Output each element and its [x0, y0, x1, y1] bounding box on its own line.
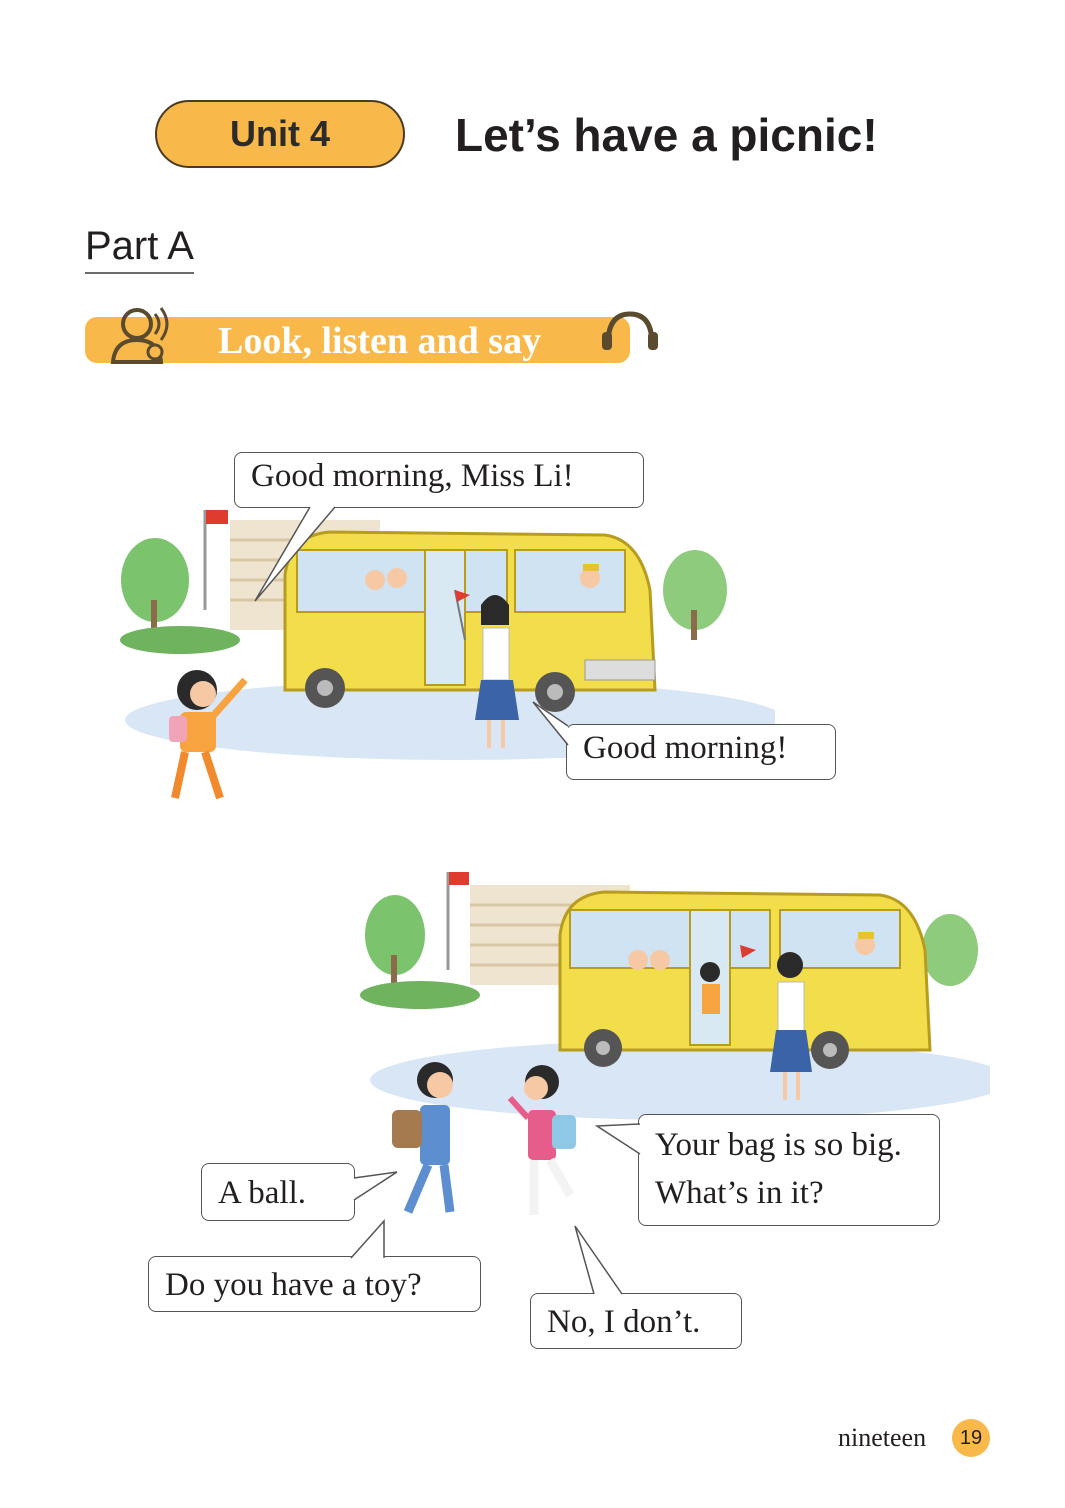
speech-bubble-girl-greeting: Good morning, Miss Li!	[234, 452, 644, 508]
speech-bubble-teacher-reply: Good morning!	[566, 724, 836, 780]
bubble-tail	[595, 1122, 645, 1166]
page-title: Let’s have a picnic!	[455, 109, 878, 161]
bubble-tail	[572, 1224, 632, 1296]
speech-bubble-girl-answer: No, I don’t.	[530, 1293, 742, 1349]
unit-label: Unit 4	[229, 113, 330, 154]
section-banner-label: Look, listen and say	[218, 320, 542, 362]
bubble-line: Your bag is so big.	[655, 1127, 902, 1163]
bubble-tail	[528, 700, 588, 750]
speech-bubble-boy-question: Do you have a toy?	[148, 1256, 481, 1312]
listening-person-icon	[105, 302, 175, 364]
headphones-icon	[600, 308, 660, 358]
part-heading: Part A	[85, 222, 194, 274]
bubble-line: What’s in it?	[655, 1175, 824, 1211]
page-number-word: nineteen	[838, 1423, 927, 1452]
page-number-badge	[952, 1419, 990, 1457]
unit-badge	[155, 100, 405, 168]
speech-bubble-girl-question	[638, 1114, 940, 1226]
bubble-tail	[352, 1168, 402, 1208]
speech-bubble-boy-answer: A ball.	[201, 1163, 355, 1221]
bubble-tail	[346, 1218, 390, 1260]
page-number: 19	[959, 1426, 983, 1449]
bubble-tail	[250, 506, 340, 606]
